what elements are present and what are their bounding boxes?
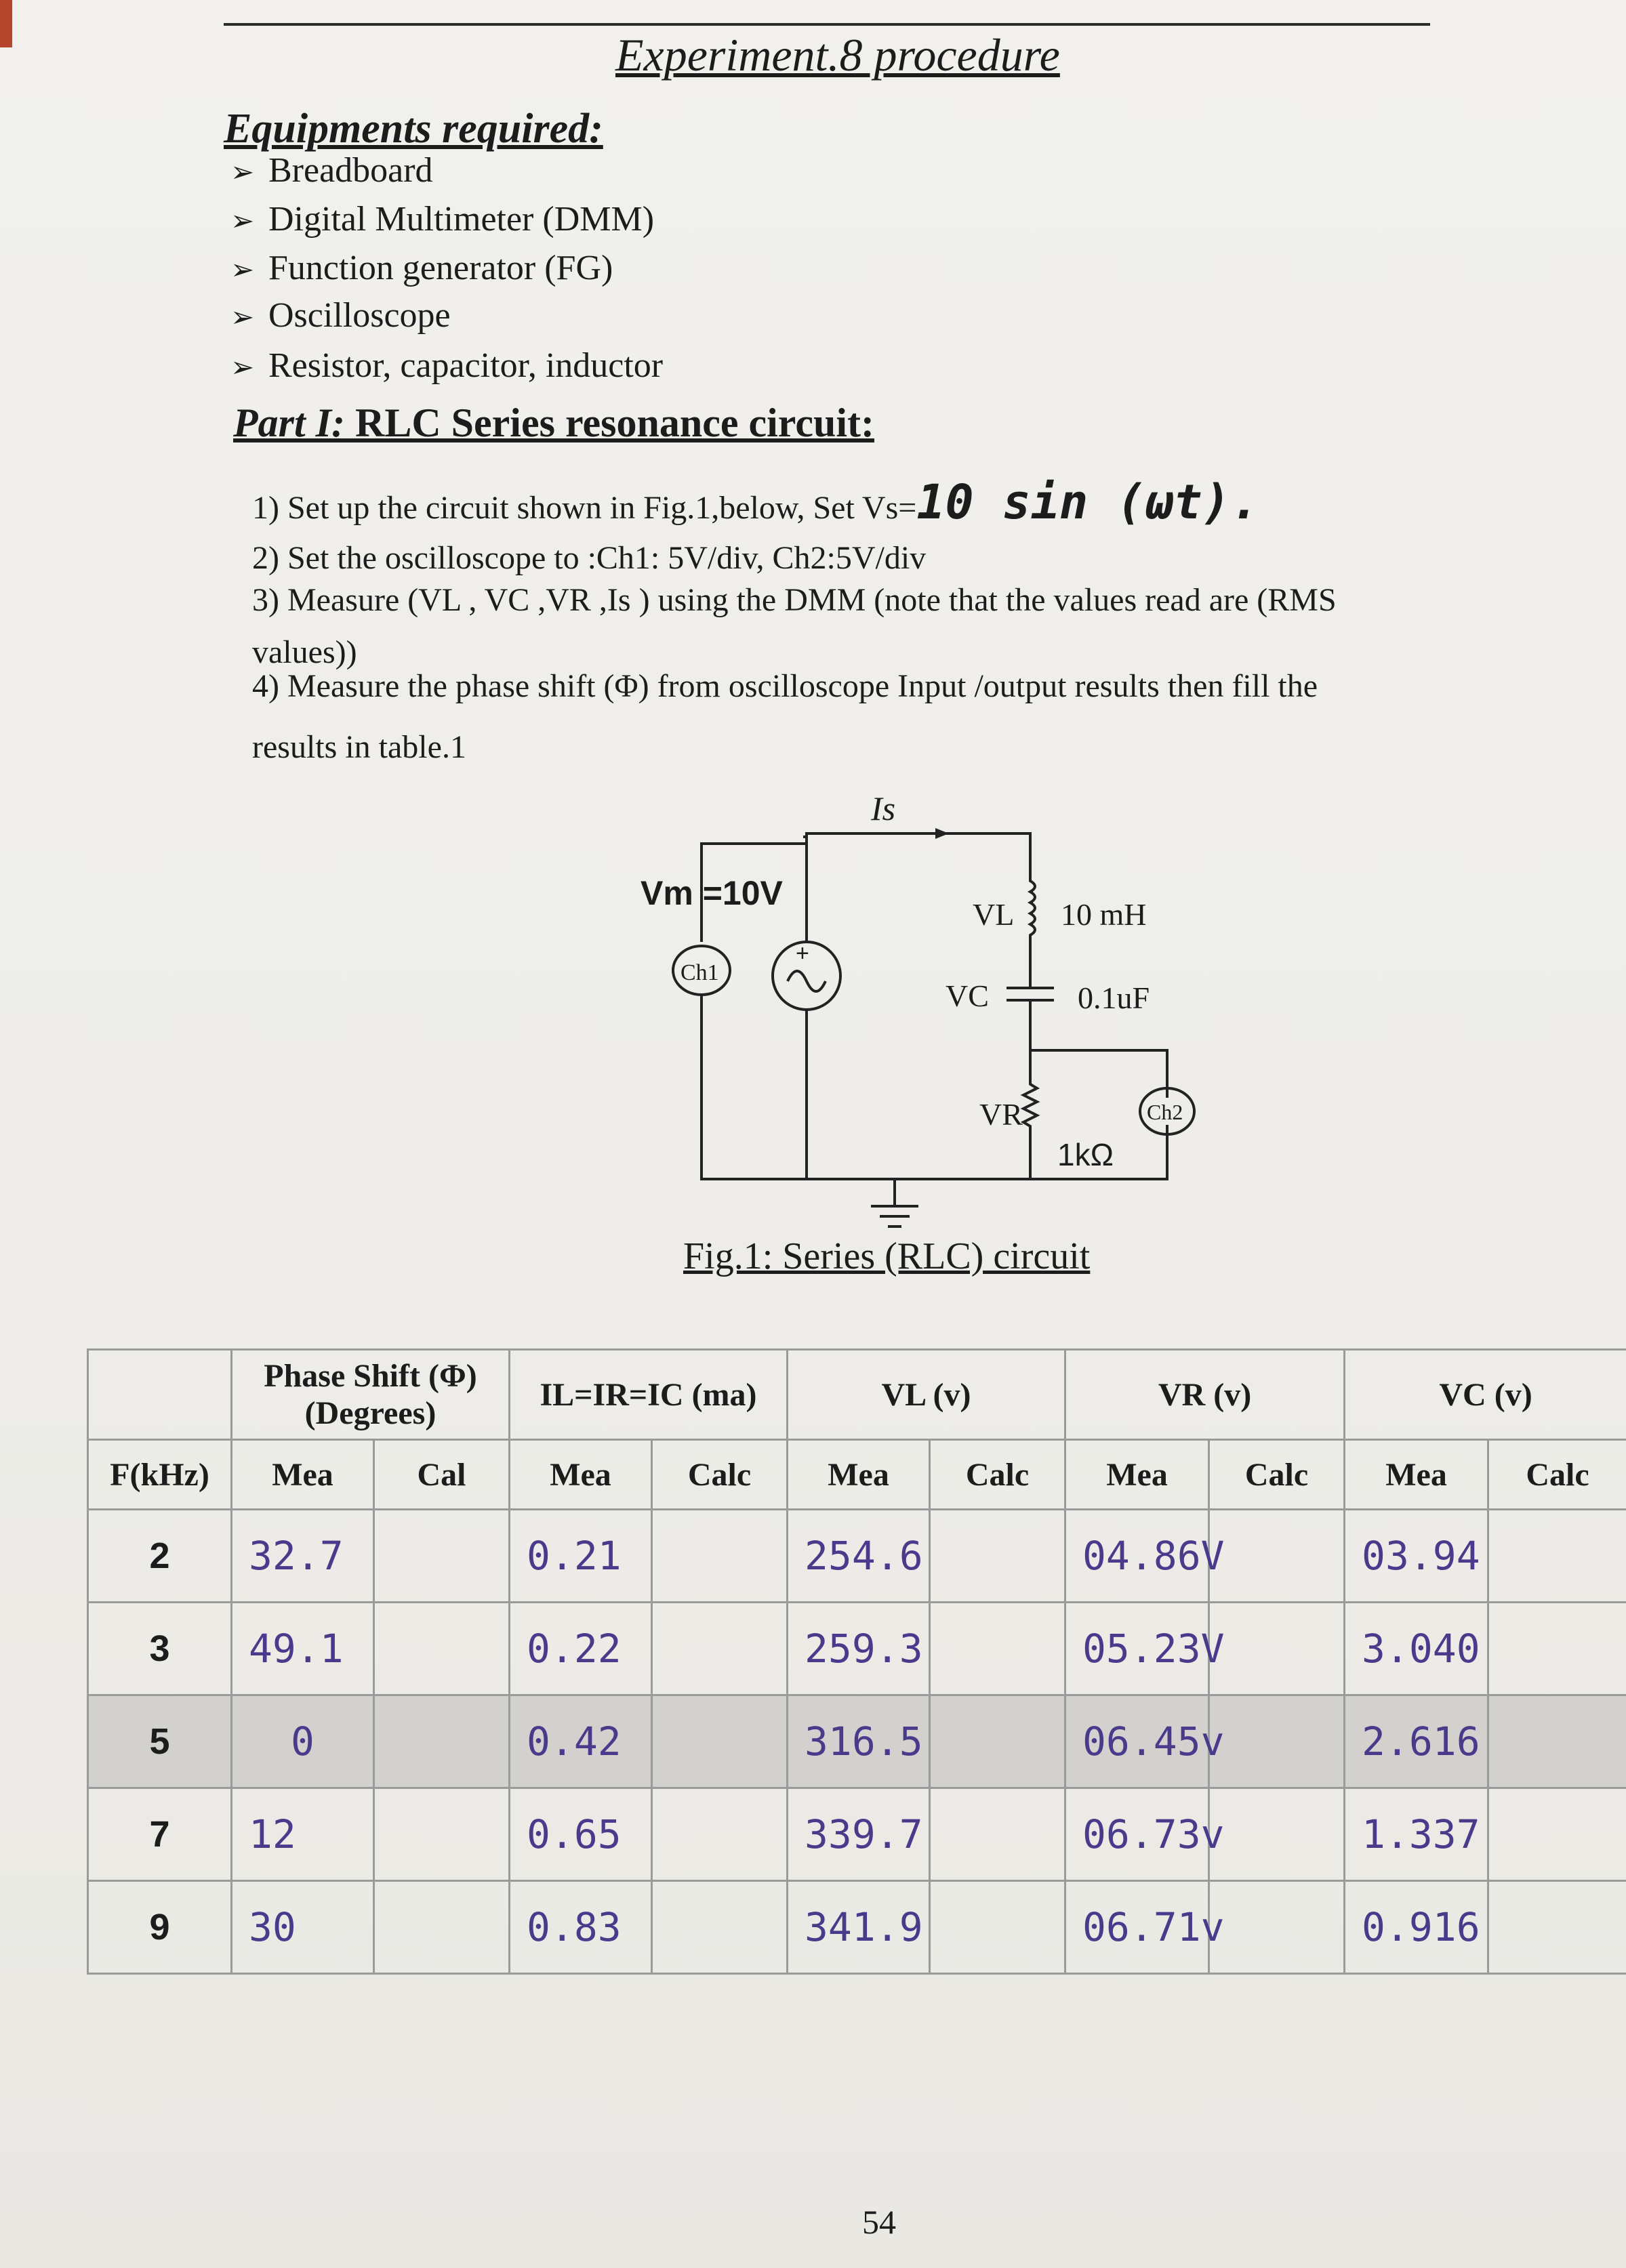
freq-cell: 3 [88, 1603, 232, 1695]
inductor-value: 10 mH [1061, 897, 1147, 932]
vl-calc-cell [930, 1788, 1065, 1881]
vr-mea-cell: 06.73v [1065, 1788, 1209, 1881]
vr-header: VR (v) [1065, 1350, 1345, 1440]
sub-header: Calc [1209, 1440, 1345, 1510]
vc-mea-cell: 03.94 [1345, 1510, 1488, 1603]
phase-mea-cell: 49.1 [232, 1603, 374, 1695]
vc-calc-cell [1488, 1603, 1626, 1695]
page-number: 54 [862, 2203, 896, 2241]
phase-mea-cell: 32.7 [232, 1510, 374, 1603]
vc-calc-cell [1488, 1510, 1626, 1603]
current-calc-cell [652, 1695, 788, 1788]
sub-header: Mea [1065, 1440, 1209, 1510]
freq-cell: 5 [88, 1695, 232, 1788]
vl-mea-cell: 341.9 [788, 1881, 930, 1974]
results-table [87, 1348, 1626, 1975]
capacitor-value: 0.1uF [1078, 981, 1150, 1015]
step-4-line-1: 4) Measure the phase shift (Φ) from oscilloscope Input /output results then fill the [252, 668, 1318, 704]
current-mea-cell: 0.83 [510, 1881, 652, 1974]
current-mea-cell: 0.42 [510, 1695, 652, 1788]
vl-calc-cell [930, 1695, 1065, 1788]
vr-mea-cell: 05.23V [1065, 1603, 1209, 1695]
phase-cal-cell [374, 1603, 510, 1695]
phase-cal-cell [374, 1695, 510, 1788]
inductor-symbol [1030, 854, 1035, 976]
figure-caption: Fig.1: Series (RLC) circuit [683, 1235, 1091, 1277]
freq-cell: 9 [88, 1881, 232, 1974]
vl-calc-cell [930, 1603, 1065, 1695]
vl-label: VL [973, 897, 1015, 932]
vc-mea-cell: 1.337 [1345, 1788, 1488, 1881]
capacitor-symbol [1007, 988, 1054, 1000]
table-row [88, 1603, 1626, 1695]
ch2-wire [1030, 1050, 1167, 1098]
part-heading: Part I: RLC Series resonance circuit: [233, 400, 874, 445]
ch1-label: Ch1 [680, 960, 719, 985]
vr-calc-cell [1209, 1788, 1345, 1881]
freq-cell: 2 [88, 1510, 232, 1603]
vc-mea-cell: 0.916 [1345, 1881, 1488, 1974]
table-row [88, 1788, 1626, 1881]
current-calc-cell [652, 1881, 788, 1974]
arrow-right-icon: ➢ [230, 350, 255, 384]
vc-label: VC [946, 978, 989, 1013]
arrow-right-icon: ➢ [230, 204, 255, 237]
table-row [88, 1510, 1626, 1603]
vc-calc-cell [1488, 1788, 1626, 1881]
vm-label: Vm =10V [641, 874, 783, 912]
sub-header: Calc [652, 1440, 788, 1510]
vl-header: VL (v) [788, 1350, 1065, 1440]
vr-mea-cell: 04.86V [1065, 1510, 1209, 1603]
step-3-line-1: 3) Measure (VL , VC ,VR ,Is ) using the DMM (note that the values read are (RMS [252, 582, 1337, 618]
arrow-right-icon: ➢ [230, 253, 255, 286]
equipment-item: ➢ Function generator (FG) [230, 249, 613, 287]
vr-mea-cell: 06.71v [1065, 1881, 1209, 1974]
sub-header: Mea [510, 1440, 652, 1510]
freq-cell: 7 [88, 1788, 232, 1881]
arrow-right-icon: ➢ [230, 155, 255, 188]
ch2-label: Ch2 [1147, 1100, 1183, 1124]
vc-calc-cell [1488, 1695, 1626, 1788]
header-rule [224, 23, 1430, 26]
page-title: Experiment.8 procedure [615, 29, 1060, 81]
equipment-item: ➢ Oscilloscope [230, 296, 451, 335]
vr-calc-cell [1209, 1603, 1345, 1695]
sub-header: Mea [232, 1440, 374, 1510]
step-1: 1) Set up the circuit shown in Fig.1,below, Set Vs=10 sin (ωt). [252, 474, 1260, 530]
phase-mea-cell: 0 [232, 1695, 374, 1788]
current-mea-cell: 0.21 [510, 1510, 652, 1603]
table-row [88, 1881, 1626, 1974]
sub-header: Cal [374, 1440, 510, 1510]
current-arrow-icon [935, 828, 949, 839]
current-calc-cell [652, 1510, 788, 1603]
sub-header: Calc [930, 1440, 1065, 1510]
vl-calc-cell [930, 1881, 1065, 1974]
top-wire [807, 833, 1030, 861]
phase-mea-cell: 12 [232, 1788, 374, 1881]
rlc-circuit-diagram [610, 779, 1220, 1240]
vl-calc-cell [930, 1510, 1065, 1603]
ground-icon [871, 1206, 918, 1226]
vc-header: VC (v) [1345, 1350, 1626, 1440]
sine-icon [788, 971, 826, 991]
sub-header: Calc [1488, 1440, 1626, 1510]
vc-mea-cell: 2.616 [1345, 1695, 1488, 1788]
phase-cal-cell [374, 1510, 510, 1603]
vl-mea-cell: 339.7 [788, 1788, 930, 1881]
vl-mea-cell: 316.5 [788, 1695, 930, 1788]
vc-mea-cell: 3.040 [1345, 1603, 1488, 1695]
resistor-symbol [1023, 1050, 1037, 1138]
vr-label: VR [979, 1097, 1023, 1132]
bottom-wire [702, 996, 1030, 1179]
vr-mea-cell: 06.45v [1065, 1695, 1209, 1788]
vr-calc-cell [1209, 1881, 1345, 1974]
equipment-heading: Equipments required: [224, 106, 603, 152]
svg-text:+: + [796, 941, 809, 966]
step-2: 2) Set the oscilloscope to :Ch1: 5V/div, Ch2:5V/div [252, 540, 927, 576]
current-header: IL=IR=IC (ma) [510, 1350, 788, 1440]
empty-header-cell [88, 1350, 232, 1440]
sub-header: Mea [788, 1440, 930, 1510]
phase-mea-cell: 30 [232, 1881, 374, 1974]
vr-calc-cell [1209, 1695, 1345, 1788]
resistor-value: 1kΩ [1057, 1137, 1114, 1172]
vl-mea-cell: 254.6 [788, 1510, 930, 1603]
current-calc-cell [652, 1788, 788, 1881]
equipment-item: ➢ Digital Multimeter (DMM) [230, 200, 655, 239]
equipment-item: ➢ Resistor, capacitor, inductor [230, 346, 664, 385]
is-label: Is [871, 789, 896, 827]
desk-edge [0, 0, 12, 47]
arrow-right-icon: ➢ [230, 300, 255, 333]
phase-cal-cell [374, 1881, 510, 1974]
vc-calc-cell [1488, 1881, 1626, 1974]
equipment-item: ➢ Breadboard [230, 151, 433, 190]
vr-calc-cell [1209, 1510, 1345, 1603]
vl-mea-cell: 259.3 [788, 1603, 930, 1695]
current-mea-cell: 0.65 [510, 1788, 652, 1881]
phase-cal-cell [374, 1788, 510, 1881]
phase-shift-header: Phase Shift (Φ) (Degrees) [232, 1350, 510, 1440]
step-4-line-2: results in table.1 [252, 729, 466, 765]
step-3-line-2: values)) [252, 634, 357, 670]
table-row [88, 1695, 1626, 1788]
freq-header: F(kHz) [88, 1440, 232, 1510]
sub-header: Mea [1345, 1440, 1488, 1510]
current-calc-cell [652, 1603, 788, 1695]
current-mea-cell: 0.22 [510, 1603, 652, 1695]
